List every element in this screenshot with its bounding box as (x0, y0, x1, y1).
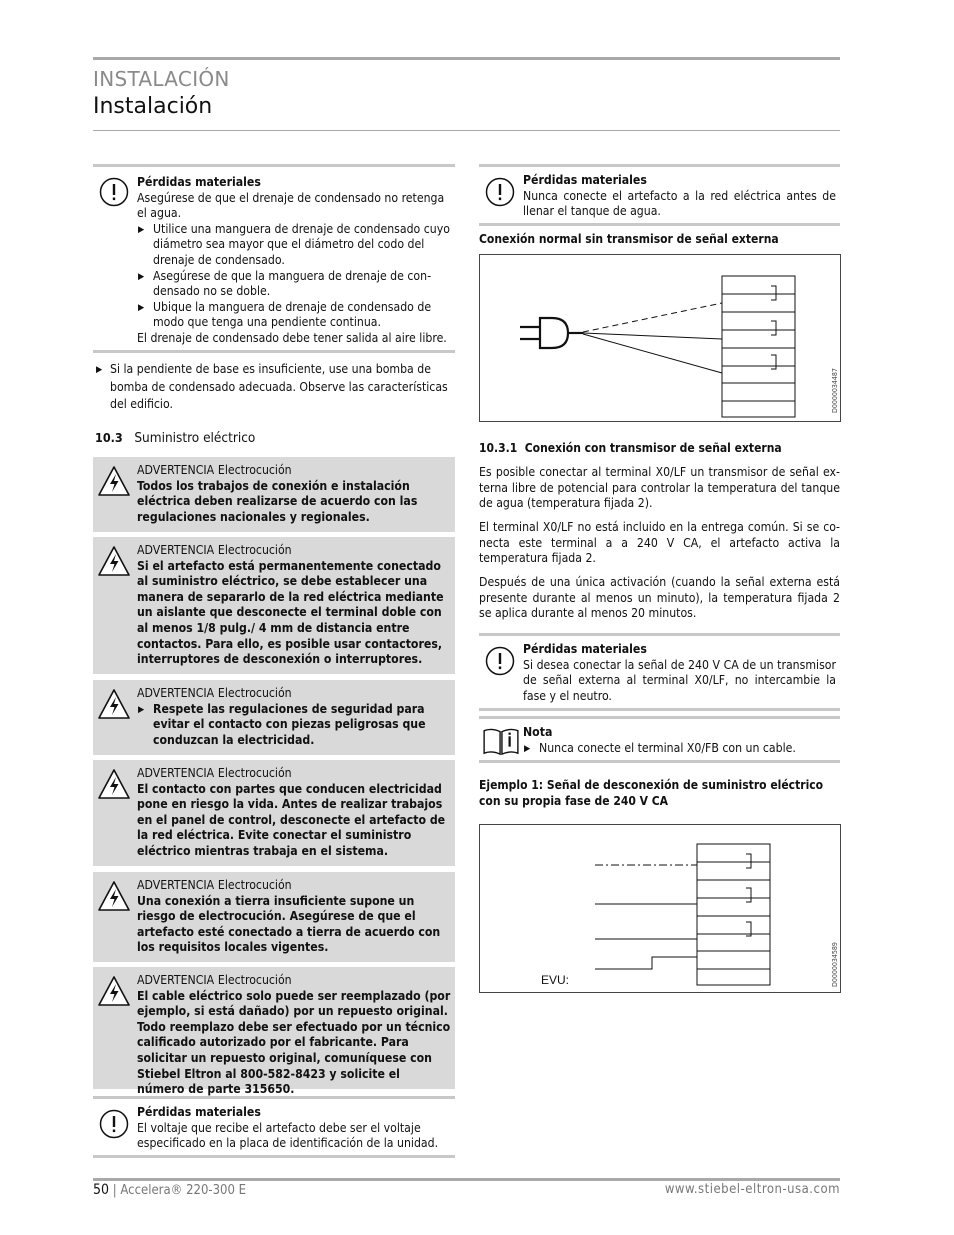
warning-label: ADVERTENCIA (137, 463, 215, 477)
figure-code: D0000034589 (831, 942, 839, 987)
footer-left: 50 | Accelera® 220-300 E (93, 1182, 247, 1198)
material-loss-box-signal (479, 633, 840, 711)
footer-url[interactable]: www.stiebel-eltron-usa.com (664, 1182, 840, 1197)
warning-kind: Electrocución (217, 463, 292, 477)
box-text: Nunca conecte el artefacto a la red eléctrica antes de llenar el tanque de agua. (523, 188, 836, 219)
warning-text: El cable eléctrico solo puede ser reemplazado (por ejemplo, si está dañado) por un repuesto original. Todo reemplazo debe ser efectuado por un técnico calificado autorizado por el fabricante. Para solicitar un repuesto original, comuníquese con Stiebel Eltron al 800-582-8423 y solicite el número de parte 315650. (137, 988, 451, 1097)
note-title: Nota (523, 725, 553, 739)
warning-kind: Electrocución (217, 878, 292, 892)
heading-text: Suministro eléctrico (134, 430, 256, 446)
warning-kind: Electrocución (217, 766, 292, 780)
list-item: ▶ Utilice una manguera de drenaje de condensado cuyo diámetro sea mayor que el diámetro del codo del drenaje de condensado. (137, 222, 451, 269)
warning-box (93, 760, 455, 866)
warning-text: Una conexión a tierra insuficiente supone un riesgo de electrocución. Asegúrese de que el artefacto esté conectado a tierra de acuerdo con los requisitos locales vigentes. (137, 893, 441, 955)
figure-code: D0000034487 (831, 368, 839, 413)
page-number: 50 (93, 1182, 110, 1198)
electric-hazard-icon (97, 465, 131, 497)
wiring-diagram-normal (479, 254, 841, 422)
box-outro: El drenaje de condensado debe tener salida al aire libre. (137, 330, 447, 345)
warning-label: ADVERTENCIA (137, 878, 215, 892)
list-item: ▶ Si la pendiente de base es insuficiente, use una bomba de bomba de condensado adecuada. Observe las características del edificio. (95, 361, 452, 414)
warning-text: Todos los trabajos de conexión e instalación eléctrica deben realizarse de acuerdo con las regulaciones nacionales y regionales. (137, 478, 418, 524)
exclamation-icon (485, 646, 515, 676)
box-title: Pérdidas materiales (523, 642, 647, 656)
warning-text: Si el artefacto está permanentemente conectado al suministro eléctrico, se debe establecer una manera de separarlo de la red eléctrica mediante un aislante que desconecte el terminal doble con al menos 1/8 pulg./ 4 mm de distancia entre contactos. Para ello, es posible usar contactores, interruptores de desconexión o interruptores. (137, 558, 444, 667)
warning-text: ▶ Respete las regulaciones de seguridad para evitar el contacto con piezas peligrosas que conduzcan la electricidad. (137, 702, 451, 749)
box-text: Si desea conectar la señal de 240 V CA de un transmisor de señal externa al terminal X0/LF, no intercambie la fase y el neutro. (523, 657, 836, 703)
header-top-rule (93, 57, 840, 60)
paragraph: Después de una única activación (cuando la señal externa está presente durante al menos un minuto), la temperatura fijada 2 se aplica durante al menos 20 minutos. (479, 575, 840, 621)
electric-hazard-icon (97, 768, 131, 800)
material-loss-box-drain (93, 164, 455, 353)
warning-label: ADVERTENCIA (137, 543, 215, 557)
chapter-title: INSTALACIÓN (93, 67, 230, 91)
evu-wiring-drawing (480, 825, 840, 992)
material-loss-box-voltage (93, 1096, 455, 1158)
electric-hazard-icon (97, 975, 131, 1007)
exclamation-icon (485, 177, 515, 207)
figure-caption: Conexión normal sin transmisor de señal externa (479, 232, 779, 246)
evu-label: EVU: (541, 973, 570, 987)
bullet-paragraph (95, 361, 452, 414)
plug-wiring-drawing (480, 255, 840, 421)
box-intro: Asegúrese de que el drenaje de condensado no retenga el agua. (137, 190, 445, 221)
paragraph: Es posible conectar al terminal X0/LF un transmisor de señal externa libre de potencial para controlar la temperatura del tanque de agua (temperatura fijada 2). (479, 465, 840, 511)
wiring-diagram-evu (479, 824, 841, 993)
box-text: El voltaje que recibe el artefacto debe ser el voltaje especificado en la placa de identificación de la unidad. (137, 1120, 439, 1151)
list-item: ▶ Asegúrese de que la manguera de drenaje de condensado no se doble. (137, 269, 451, 300)
section-title: Instalación (93, 94, 213, 119)
warning-box (93, 457, 455, 532)
exclamation-icon (99, 177, 129, 207)
figure-caption: Ejemplo 1: Señal de desconexión de suministro eléctrico con su propia fase de 240 V CA (479, 778, 824, 808)
warning-kind: Electrocución (217, 686, 292, 700)
box-title: Pérdidas materiales (523, 173, 647, 187)
paragraph: El terminal X0/LF no está incluido en la entrega común. Si se conecta este terminal a a 240 V CA, el artefacto activa la temperatura fijada 2. (479, 520, 840, 566)
note-box (479, 716, 840, 763)
note-text: ▶ Nunca conecte el terminal X0/FB con un cable. (523, 741, 836, 757)
warning-box (93, 872, 455, 962)
warning-label: ADVERTENCIA (137, 973, 215, 987)
subsection-heading: 10.3.1 Conexión con transmisor de señal externa (479, 441, 782, 455)
electric-hazard-icon (97, 688, 131, 720)
warning-box (93, 680, 455, 755)
header-bottom-rule (93, 130, 840, 131)
product-name: Accelera® 220-300 E (120, 1183, 247, 1198)
box-title: Pérdidas materiales (137, 175, 261, 189)
section-heading (95, 430, 255, 446)
electric-hazard-icon (97, 880, 131, 912)
warning-text: El contacto con partes que conducen electricidad pone en riesgo la vida. Antes de realizar trabajos en el panel de control, desconecte el artefacto de la red eléctrica. Evite conectar el suministro eléctrico mientras trabaja en el sistema. (137, 781, 446, 858)
warning-label: ADVERTENCIA (137, 766, 215, 780)
electric-hazard-icon (97, 545, 131, 577)
box-title: Pérdidas materiales (137, 1105, 261, 1119)
warning-box (93, 537, 455, 674)
info-book-icon (482, 726, 520, 756)
material-loss-box-tank (479, 164, 840, 226)
list-item: ▶ Ubique la manguera de drenaje de condensado de modo que tenga una pendiente continua. (137, 300, 451, 331)
warning-box (93, 967, 455, 1097)
heading-number: 10.3 (95, 430, 123, 445)
exclamation-icon (99, 1109, 129, 1139)
warning-label: ADVERTENCIA (137, 686, 215, 700)
warning-kind: Electrocución (217, 543, 292, 557)
warning-kind: Electrocución (217, 973, 292, 987)
footer-rule (93, 1178, 840, 1181)
